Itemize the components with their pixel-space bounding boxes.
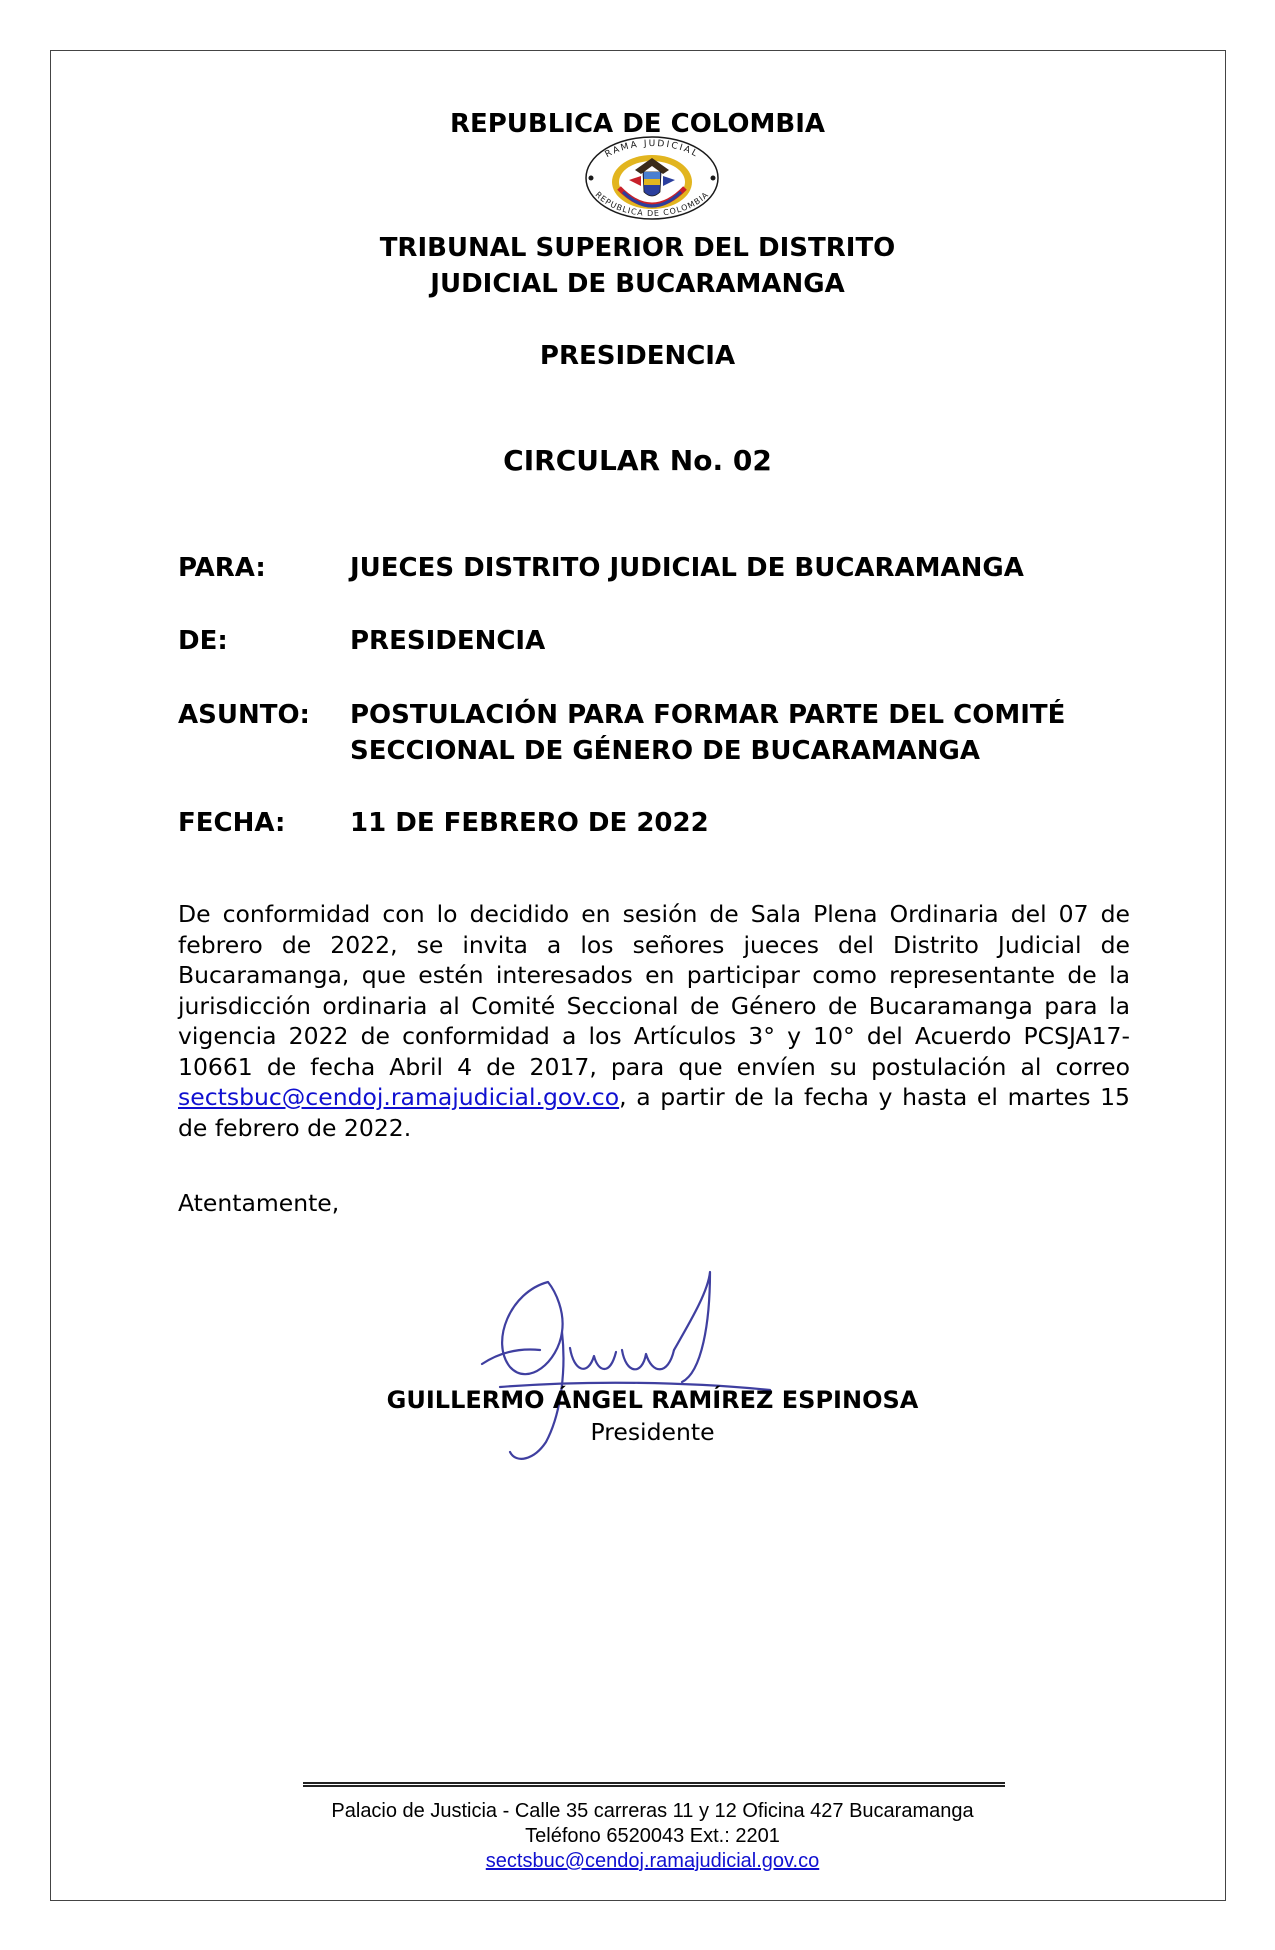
body-email-link[interactable]: sectsbuc@cendoj.ramajudicial.gov.co <box>178 1083 620 1111</box>
court-name-line2: JUDICIAL DE BUCARAMANGA <box>430 269 845 299</box>
seal-emblem-icon <box>567 130 737 226</box>
seal-top-text: RAMA JUDICIAL <box>603 138 701 160</box>
para-label: PARA: <box>178 553 266 583</box>
asunto-value-line1: POSTULACIÓN PARA FORMAR PARTE DEL COMITÉ <box>350 700 1066 730</box>
seal-bottom-text: REPUBLICA DE COLOMBIA <box>593 189 711 219</box>
footer-address: Palacio de Justicia - Calle 35 carreras 11 y 12 Oficina 427 Bucaramanga <box>331 1800 974 1822</box>
fecha-value: 11 DE FEBRERO DE 2022 <box>350 808 709 838</box>
body-text-before-link: De conformidad con lo decidido en sesión de Sala Plena Ordinaria del 07 de febrero de 2022, se invita a los señores jueces del Distrito Judicial de Bucaramanga, que estén interesados en participar como representante de la jurisdicción ordinaria al Comité Seccional de Género de Bucaramanga para la vigencia 2022 de conformidad a los Artículos 3° y 10° del Acuerdo PCSJA17-10661 de fecha Abril 4 de 2017, para que envíen su postulación al correo <box>178 900 1130 1081</box>
asunto-label: ASUNTO: <box>178 700 310 730</box>
judicial-seal <box>567 130 737 226</box>
signer-name: GUILLERMO ÁNGEL RAMÍREZ ESPINOSA <box>386 1386 919 1414</box>
circular-title: CIRCULAR No. 02 <box>503 444 772 477</box>
para-value: JUECES DISTRITO JUDICIAL DE BUCARAMANGA <box>350 553 1024 583</box>
office-heading: PRESIDENCIA <box>539 341 736 371</box>
footer-divider <box>303 1782 1005 1787</box>
de-value: PRESIDENCIA <box>350 626 546 656</box>
closing-salutation: Atentamente, <box>178 1189 340 1217</box>
de-label: DE: <box>178 626 228 656</box>
country-heading: REPUBLICA DE COLOMBIA <box>449 109 826 139</box>
body-paragraph <box>178 899 1130 1143</box>
fecha-label: FECHA: <box>178 808 286 838</box>
footer-email-link[interactable]: sectsbuc@cendoj.ramajudicial.gov.co <box>485 1850 820 1872</box>
asunto-value-line2: SECCIONAL DE GÉNERO DE BUCARAMANGA <box>350 736 981 766</box>
court-name-line1: TRIBUNAL SUPERIOR DEL DISTRITO <box>379 233 896 263</box>
signer-title: Presidente <box>590 1418 715 1446</box>
footer-phone: Teléfono 6520043 Ext.: 2201 <box>525 1825 780 1847</box>
body-text-after-link: , a partir de la fecha y hasta el martes 15 de febrero de 2022. <box>178 1083 1130 1142</box>
footer-email-line <box>0 1849 1275 1874</box>
